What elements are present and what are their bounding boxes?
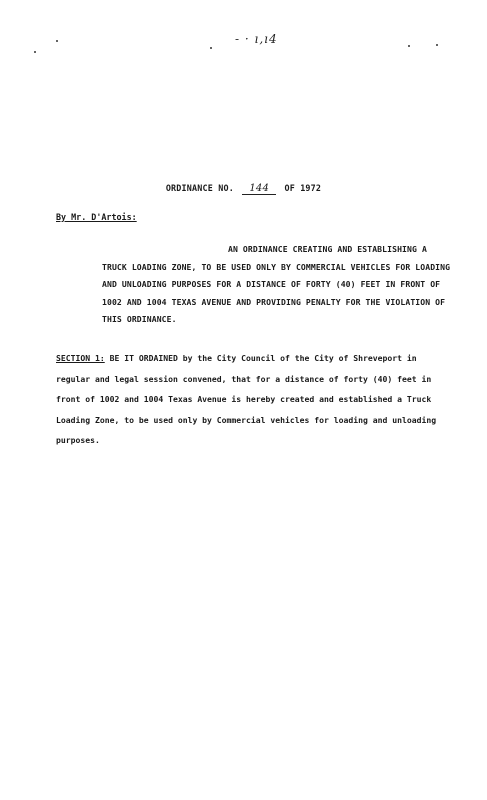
handwritten-page-number: - · ı,ı4 — [235, 32, 278, 46]
section-1-line: Loading Zone, to be used only by Commercial vehicles for loading and unloading — [56, 414, 437, 425]
section-1 — [56, 348, 436, 451]
scan-speck — [56, 40, 58, 42]
ordinance-title — [0, 183, 487, 195]
section-1-line: front of 1002 and 1004 Texas Avenue is hereby created and established a Truck — [56, 394, 432, 404]
ordinance-caption — [102, 241, 451, 329]
ordinance-number: 144 — [242, 184, 276, 195]
title-suffix: OF 1972 — [284, 183, 322, 193]
section-1-text: BE IT ORDAINED by the City Council of the City of Shreveport in — [104, 353, 417, 363]
scan-speck — [436, 44, 438, 46]
section-1-line: regular and legal session convened, that for a distance of forty (40) feet in — [56, 373, 432, 384]
caption-line: AND UNLOADING PURPOSES FOR A DISTANCE OF FORTY (40) FEET IN FRONT OF — [102, 279, 441, 290]
sponsor-line: By Mr. D'Artois: — [56, 212, 137, 222]
caption-line: TRUCK LOADING ZONE, TO BE USED ONLY BY COMMERCIAL VEHICLES FOR LOADING — [102, 261, 451, 272]
caption-line: THIS ORDINANCE. — [102, 314, 177, 325]
caption-line: AN ORDINANCE CREATING AND ESTABLISHING A — [228, 244, 427, 254]
scan-speck — [408, 45, 410, 47]
scan-speck — [210, 47, 212, 49]
scan-speck — [34, 51, 36, 53]
section-1-line: purposes. — [56, 435, 100, 445]
section-1-first-line — [56, 348, 436, 369]
caption-line: 1002 AND 1004 TEXAS AVENUE AND PROVIDING PENALTY FOR THE VIOLATION OF — [102, 296, 446, 307]
section-1-label: SECTION 1: — [56, 353, 105, 363]
title-prefix: ORDINANCE NO. — [165, 183, 234, 193]
